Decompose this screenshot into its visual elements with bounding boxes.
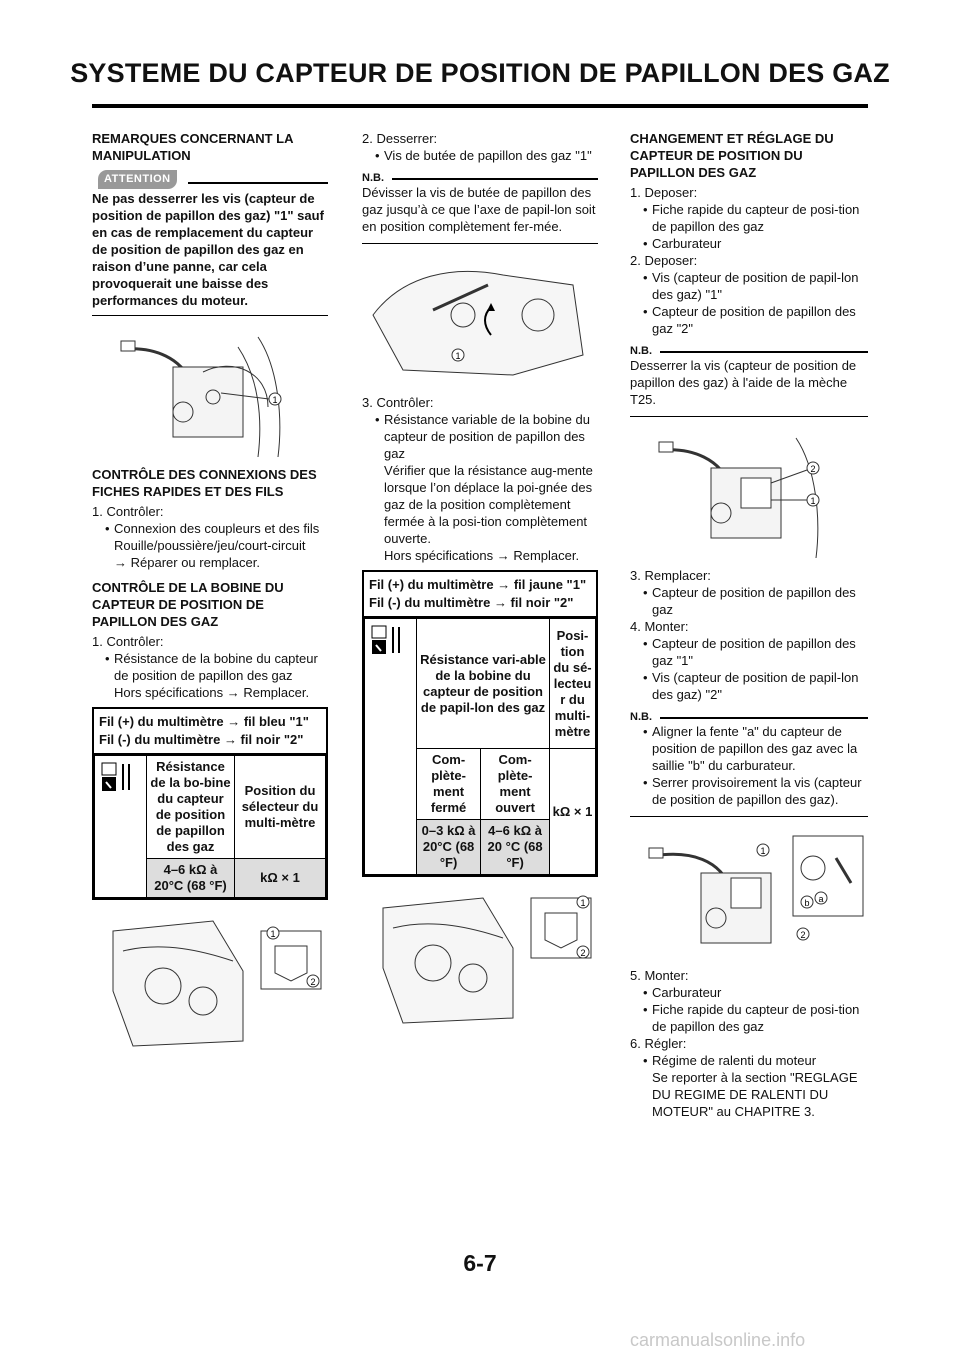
- attention-badge: ATTENTION: [98, 170, 177, 189]
- step-5-install: 5. Monter:: [630, 968, 689, 983]
- callout-2: 2: [580, 948, 586, 958]
- callout-1: 1: [810, 496, 816, 506]
- figure-throttle-stop: [362, 254, 598, 384]
- multimeter-icon: [95, 756, 147, 898]
- spec-box-coil: [92, 707, 328, 900]
- bullet-variable-resistance: • Résistance variable de la bobine du capteur de position de papillon des gaz: [362, 411, 598, 462]
- table-value-selector: kΩ × 1: [550, 749, 596, 875]
- probe-positive: Fil (+) du multimètre → fil jaune "1": [369, 577, 587, 592]
- step-1-coil: 1. Contrôler:: [92, 634, 164, 649]
- nb-text: Dévisser la vis de butée de papillon des gaz jusqu’à ce que l’axe de papil-lon soit en position complètement fer-mée.: [362, 184, 598, 244]
- figure-tps-screw: [92, 326, 328, 456]
- callout-1: 1: [270, 929, 276, 939]
- throttle-stop-illustration: [363, 255, 599, 385]
- title-rule: [92, 104, 868, 108]
- table-value-selector: kΩ × 1: [235, 859, 326, 898]
- nb-text-t25: Desserrer la vis (capteur de position de papillon des gaz) à l'aide de la mèche T25.: [630, 357, 868, 417]
- table-header-resistance: Résistance de la bo-bine du capteur de position de papillon des gaz: [147, 756, 235, 859]
- bullet-install-coupler: • Fiche rapide du capteur de posi-tion de papillon des gaz: [630, 1001, 868, 1035]
- bullet-idle-speed: • Régime de ralenti du moteur: [630, 1052, 868, 1069]
- bullet-idle-reference: Se reporter à la section "REGLAGE DU REGIME DE RALENTI DU MOTEUR" au CHAPITRE 3.: [652, 1070, 858, 1119]
- table-header-selector: Posi-tion du sé-lecteu r du multi-mètre: [550, 619, 596, 749]
- spec-table-variable: [364, 618, 596, 875]
- bullet-variable-detail: Vérifier que la résistance aug-mente lorsque l’on déplace la poi-gnée des gaz de la position complètement fermée à la posi-tion complètement ouverte.: [384, 463, 593, 546]
- step-4-install: 4. Monter:: [630, 619, 689, 634]
- page-number: 6-7: [463, 1250, 497, 1276]
- nb-header: [630, 709, 868, 723]
- attention-header: [92, 170, 328, 188]
- step-3-replace: 3. Remplacer:: [630, 568, 711, 583]
- nb-label: N.B.: [630, 711, 652, 723]
- nb-alignment: [630, 723, 868, 817]
- column-3: [630, 130, 868, 1120]
- table-header-selector: Position du sélecteur du multi-mètre: [235, 756, 326, 859]
- table-value-resistance: 4–6 kΩ à 20°C (68 °F): [147, 859, 235, 898]
- callout-1: 1: [580, 898, 586, 908]
- multimeter-icon: [365, 619, 417, 875]
- spec-table-coil: [94, 755, 326, 898]
- callout-a: a: [818, 894, 824, 904]
- heading-connections-check: CONTRÔLE DES CONNEXIONS DES FICHES RAPIDES ET DES FILS: [92, 467, 317, 499]
- callout-2: 2: [810, 464, 816, 474]
- step-1-remove: 1. Deposer:: [630, 185, 698, 200]
- nb-header: [362, 170, 598, 184]
- figure-coil-measure: [92, 910, 328, 1050]
- callout-1: 1: [455, 351, 461, 361]
- probe-positive: Fil (+) du multimètre → fil bleu "1": [99, 714, 309, 729]
- bullet-variable-action: Hors spécifications → Remplacer.: [384, 548, 580, 563]
- watermark: carmanualsonline.info: [630, 1330, 806, 1350]
- bullet-tps-screw: • Vis (capteur de position de papil-lon des gaz) "1": [630, 269, 868, 303]
- page-title: SYSTEME DU CAPTEUR DE POSITION DE PAPILLON DES GAZ: [70, 58, 890, 88]
- callout-1: 1: [760, 846, 766, 856]
- bullet-connections-detail: Rouille/poussière/jeu/court-circuit: [114, 538, 306, 553]
- bullet-coupler: • Fiche rapide du capteur de posi-tion de papillon des gaz: [630, 201, 868, 235]
- tps-screw-illustration: [93, 327, 329, 457]
- probe-negative: Fil (-) du multimètre → fil noir "2": [99, 732, 304, 747]
- figure-tps-install: [630, 827, 868, 957]
- attention-text: Ne pas desserrer les vis (capteur de position de papillon des gaz) "1" sauf en cas de remplacement du capteur de position de papillon des gaz en raison d’une panne, car cela provoquerait une baisse des performances du moteur.: [92, 190, 328, 316]
- heading-coil-check: CONTRÔLE DE LA BOBINE DU CAPTEUR DE POSITION DE PAPILLON DES GAZ: [92, 580, 284, 629]
- nb-bullet-align: • Aligner la fente "a" du capteur de position de papillon des gaz avec la saillie "b" du carburateur.: [630, 723, 868, 774]
- callout-1: 1: [272, 395, 278, 405]
- bullet-install-carb: • Carburateur: [630, 984, 868, 1001]
- coil-measure-illustration: [93, 911, 329, 1051]
- heading-handling-notes: REMARQUES CONCERNANT LA MANIPULATION: [92, 131, 294, 163]
- step-2-remove: 2. Deposer:: [630, 253, 698, 268]
- heading-replace-adjust: CHANGEMENT ET RÉGLAGE DU CAPTEUR DE POSITION DU PAPILLON DES GAZ: [630, 131, 834, 180]
- table-value-open: 4–6 kΩ à 20 °C (68 °F): [481, 820, 550, 875]
- figure-tps-remove: [630, 427, 868, 557]
- bullet-tps: • Capteur de position de papillon des gaz "2": [630, 303, 868, 337]
- column-2: [362, 130, 598, 1037]
- figure-variable-measure: [362, 887, 598, 1027]
- bullet-replace-tps: • Capteur de position de papillon des gaz: [630, 584, 868, 618]
- bullet-throttle-stop-screw: • Vis de butée de papillon des gaz "1": [362, 147, 598, 164]
- nb-header: [630, 343, 868, 357]
- table-value-closed: 0–3 kΩ à 20°C (68 °F): [417, 820, 481, 875]
- step-1: 1. Contrôler:: [92, 504, 164, 519]
- bullet-carburetor: • Carburateur: [630, 235, 868, 252]
- spec-probe-lines: [364, 572, 596, 618]
- bullet-install-tps: • Capteur de position de papillon des gaz "1": [630, 635, 868, 669]
- callout-2: 2: [310, 977, 316, 987]
- spec-probe-lines: [94, 709, 326, 755]
- table-header-variable-resistance: Résistance vari-able de la bobine du capteur de position de papil-lon des gaz: [417, 619, 550, 749]
- tps-install-illustration: [631, 828, 869, 958]
- probe-negative: Fil (-) du multimètre → fil noir "2": [369, 595, 574, 610]
- bullet-install-screw: • Vis (capteur de position de papil-lon des gaz) "2": [630, 669, 868, 703]
- callout-2: 2: [800, 930, 806, 940]
- bullet-coil-resistance: • Résistance de la bobine du capteur de position de papillon des gaz: [92, 650, 328, 684]
- column-1: [92, 130, 328, 1060]
- table-sub-closed: Com-plète-ment fermé: [417, 749, 481, 820]
- nb-bullet-tighten: • Serrer provisoirement la vis (capteur de position de papillon des gaz).: [630, 774, 868, 808]
- nb-label: N.B.: [630, 345, 652, 357]
- bullet-connections: • Connexion des coupleurs et des fils: [92, 520, 328, 537]
- variable-measure-illustration: [363, 888, 599, 1028]
- tps-remove-illustration: [631, 428, 869, 558]
- step-6-adjust: 6. Régler:: [630, 1036, 687, 1051]
- step-3-check: 3. Contrôler:: [362, 395, 434, 410]
- nb-label: N.B.: [362, 172, 384, 184]
- bullet-coil-action: Hors spécifications → Remplacer.: [114, 685, 310, 700]
- bullet-connections-action: → Réparer ou remplacer.: [114, 555, 260, 570]
- table-sub-open: Com-plète-ment ouvert: [481, 749, 550, 820]
- callout-b: b: [804, 898, 810, 908]
- step-2-loosen: 2. Desserrer:: [362, 131, 438, 146]
- spec-box-variable: [362, 570, 598, 877]
